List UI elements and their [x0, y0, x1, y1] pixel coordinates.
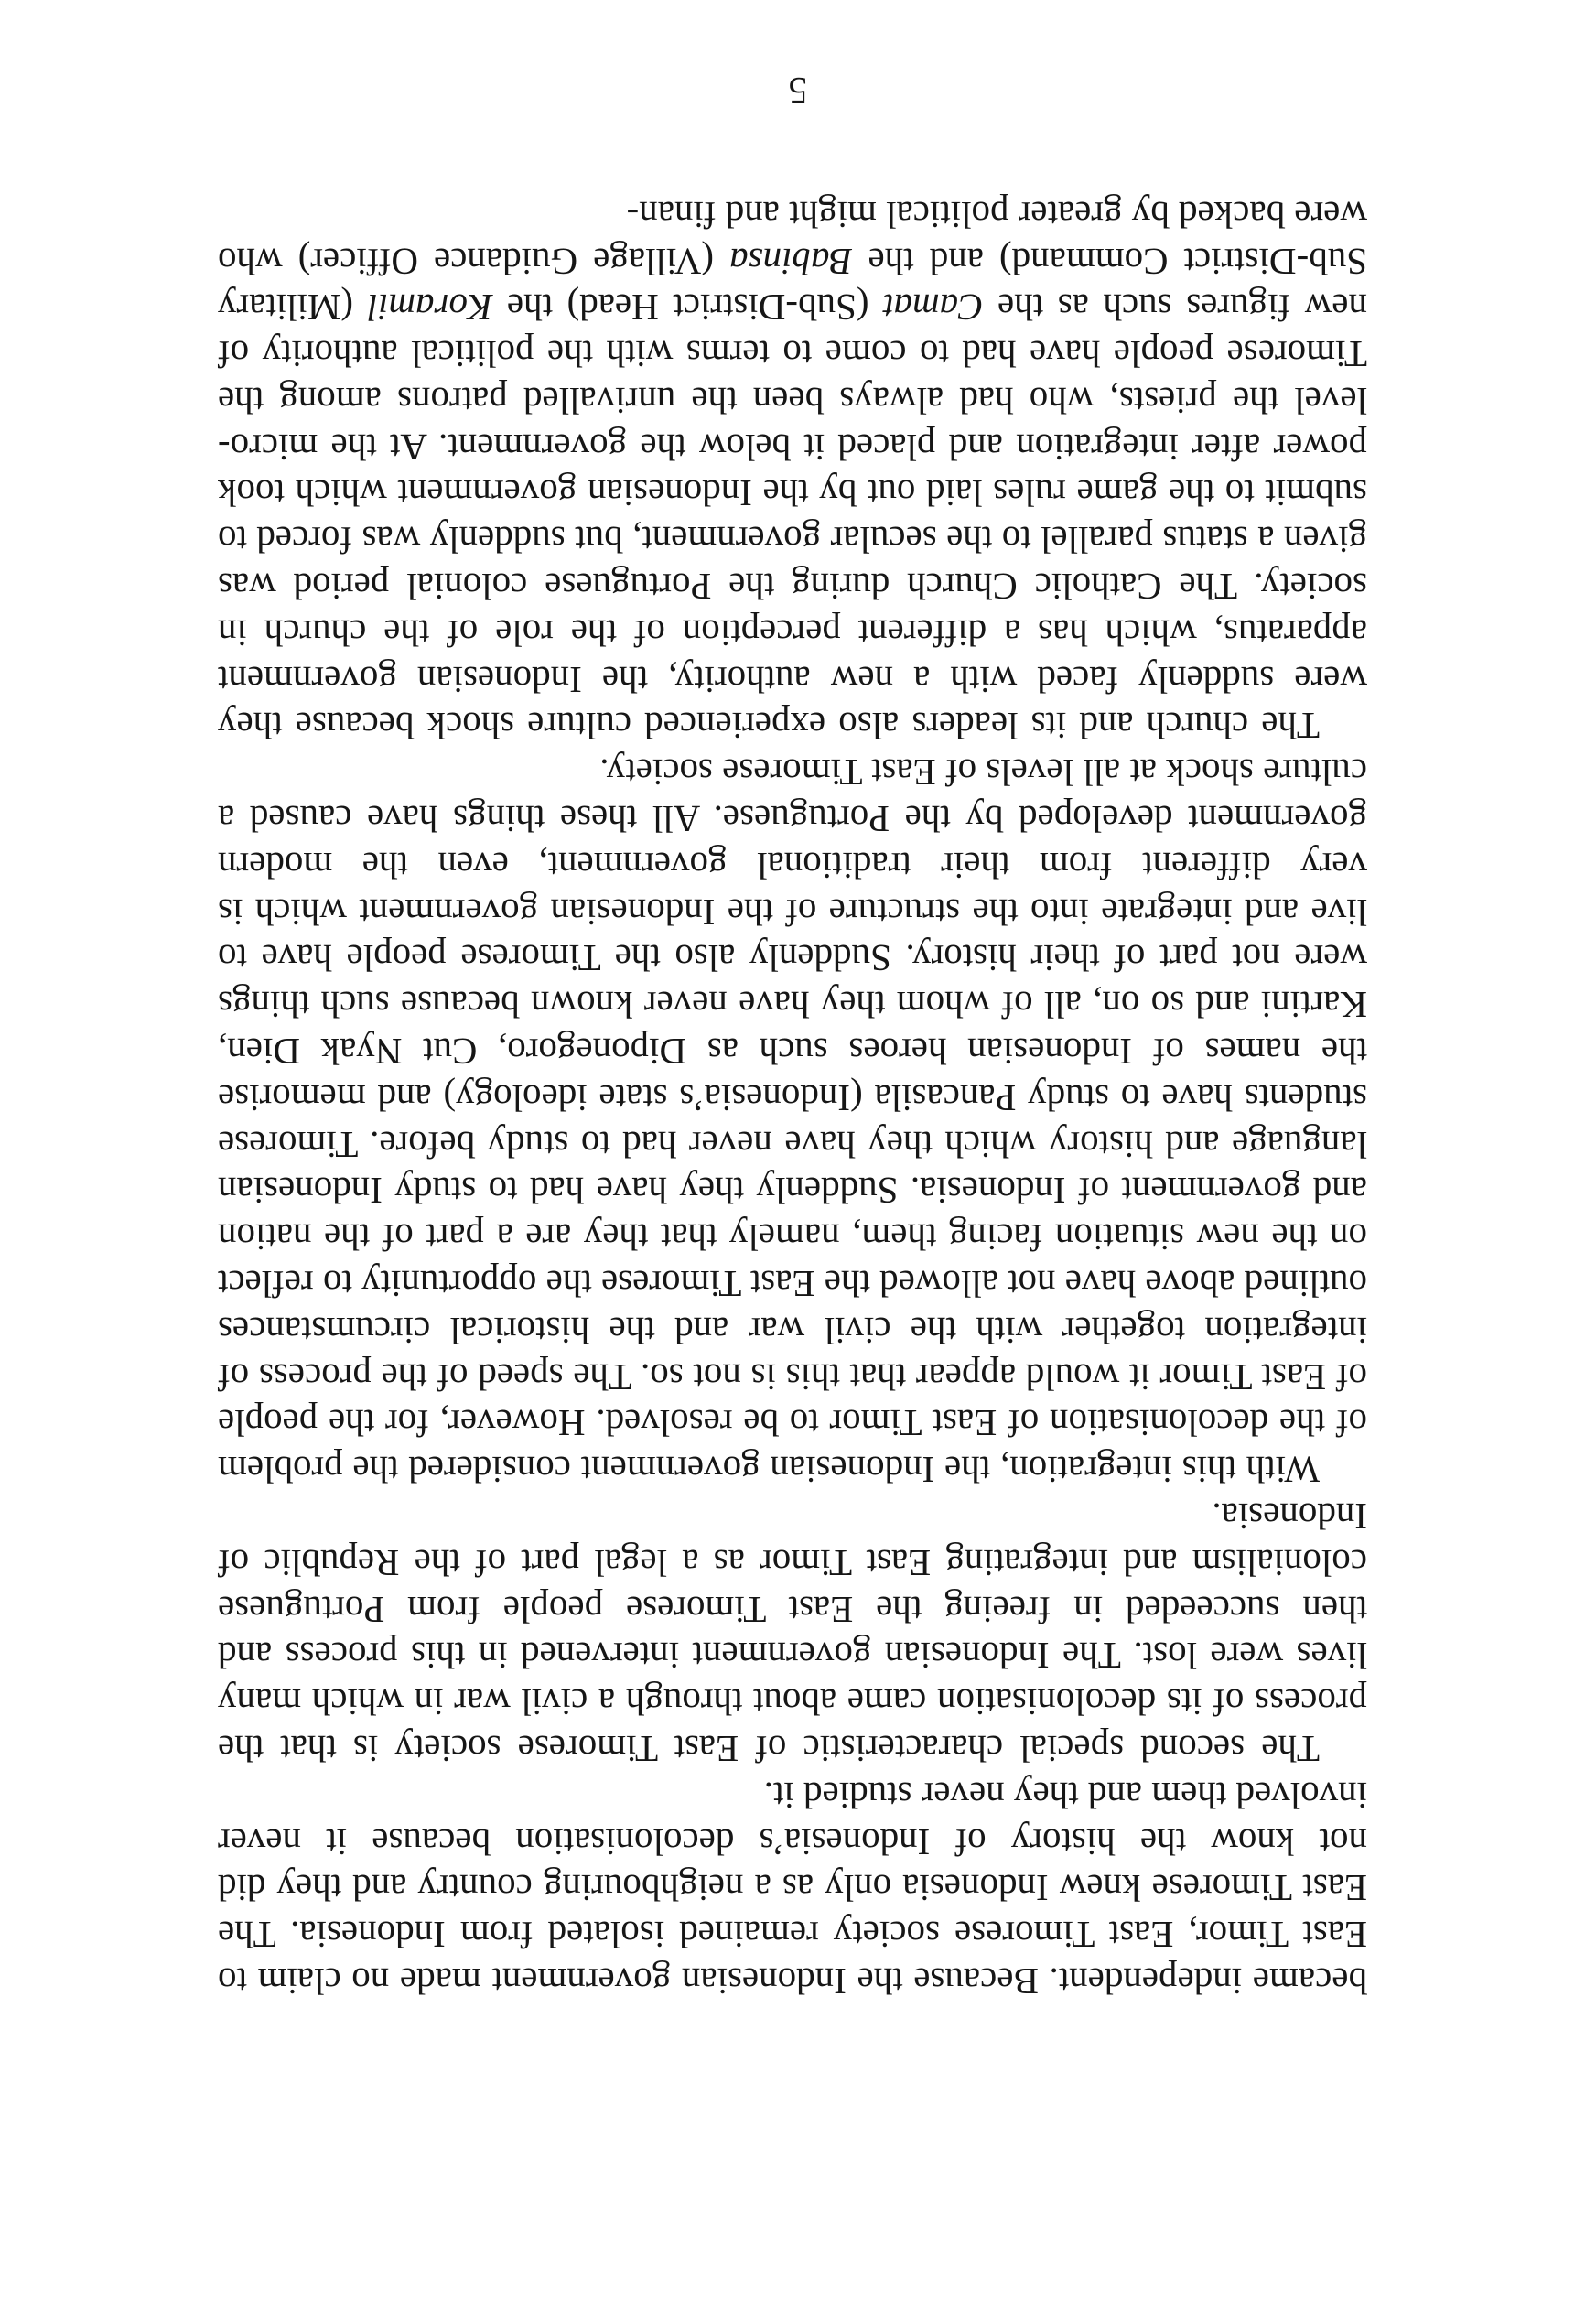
term-babinsa: Babinsa: [729, 240, 853, 283]
paragraph-4-text-a: The church and its leaders also experienced culture shock because they were suddenly faced with a new authority, the Indonesian government apparatus, which has a different perception of the role of the church in society. The Catholic Church during the Portuguese colonial period was given a status parallel to the secular government, but suddenly was forced to submit to the game rules laid out by the Indonesian government which took power after integration and placed it below the government. At the micro-level the priests, who had always been the unrivalled patrons among the Timorese people have had to come to terms with the political authority of new figures such as the: [218, 286, 1367, 748]
paragraph-2: The second special characteristic of East Timorese society is that the process of its decolonisation came about through a civil war in which many lives were lost. The Indonesian government intervened in this process and then succeeded in freeing the East Timorese people from Portuguese colonialism and integrating East Timor as a legal part of the Republic of Indonesia.: [218, 1495, 1367, 1771]
paragraph-4-text-b: (Sub-District Head) the: [492, 286, 884, 329]
page-number: 5: [788, 69, 808, 111]
term-koramil: Koramil: [367, 286, 493, 329]
paragraph-1: became independent. Because the Indonesian government made no claim to East Timor, East Timorese society remained isolated from Indonesia. The East Timorese knew Indonesia only as a neighbouring country and they did not know the history of Indonesia’s decolonisation because it never involved them and they never studied it.: [218, 1774, 1367, 2002]
paragraph-3: With this integration, the Indonesian government considered the problem of the decolonisation of East Timor to be resolved. However, for the people of East Timor it would appear that this is not so. The speed of the process of integration together with the civil war and the historical circumstances outlined above have not allowed the East Timorese the opportunity to reflect on the new situation facing them, namely that they are a part of the nation and government of Indonesia. Suddenly they have had to study Indonesian language and history which they have never had to study before. Timorese students have to study Pancasila (Indonesia’s state ideology) and memorise the names of Indonesian heroes such as Diponegoro, Cut Nyak Dien, Kartini and so on, all of whom they have never known because such things were not part of their history. Suddenly also the Timorese people have to live and integrate into the structure of the Indonesian government which is very different from their traditional government, even the modern government developed by the Portuguese. All these things have caused a culture shock at all levels of East Timorese society.: [218, 751, 1367, 1492]
body-text: [218, 191, 1367, 2004]
term-camat: Camat: [883, 286, 984, 329]
paragraph-4-text-c: (Military Sub-District Command) and the: [218, 240, 1367, 329]
paragraph-4-text-d: (Village Guidance Officer) who were backed by greater political might and finan-: [217, 193, 1367, 283]
paragraph-4: [218, 191, 1367, 750]
